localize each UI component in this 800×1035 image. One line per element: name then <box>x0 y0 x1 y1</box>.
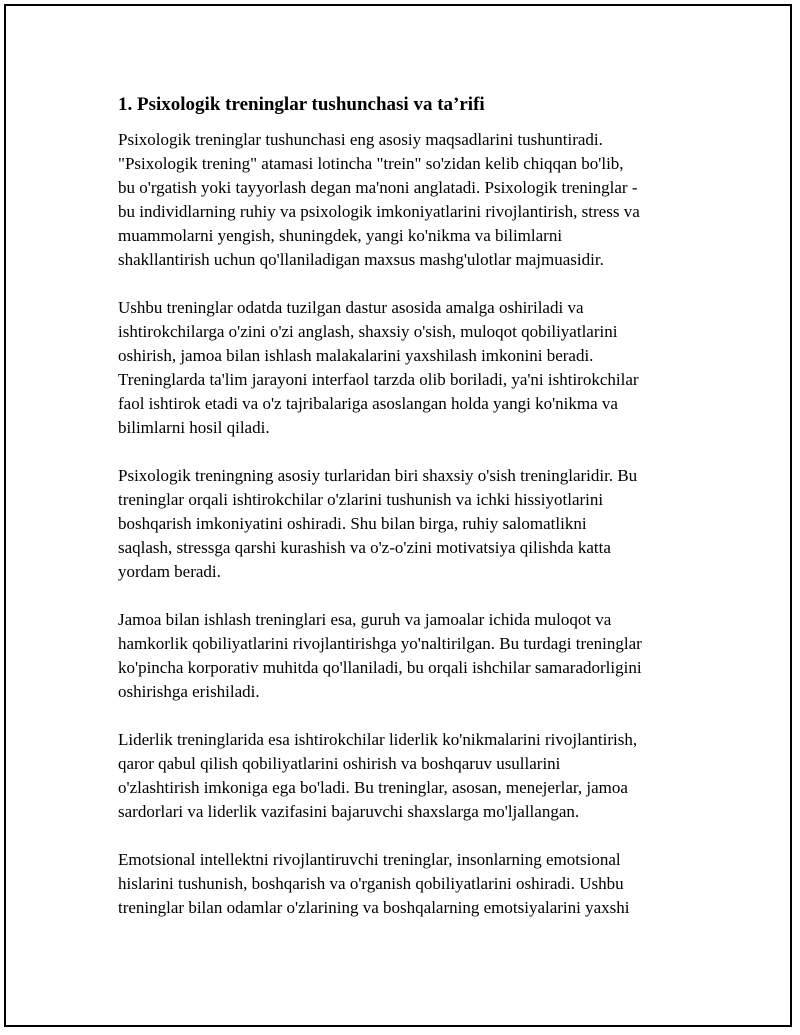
paragraph-6 <box>118 848 688 920</box>
paragraph-line: bilimlarni hosil qiladi. <box>118 418 270 437</box>
paragraph-line: treninglar orqali ishtirokchilar o'zlarini tushunish va ichki hissiyotlarini <box>118 490 604 509</box>
paragraph-line: hamkorlik qobiliyatlarini rivojlantirishga yo'naltirilgan. Bu turdagi treninglar <box>118 634 642 653</box>
paragraph-5 <box>118 728 688 824</box>
paragraph-line: Treninglarda ta'lim jarayoni interfaol tarzda olib boriladi, ya'ni ishtirokchilar <box>118 370 639 389</box>
paragraph-line: saqlash, stressga qarshi kurashish va o'z-o'zini motivatsiya qilishda katta <box>118 538 611 557</box>
paragraph-4 <box>118 608 688 704</box>
paragraph-line: ishtirokchilarga o'zini o'zi anglash, shaxsiy o'sish, muloqot qobiliyatlarini <box>118 322 618 341</box>
paragraph-line: Psixologik treninglar tushunchasi eng asosiy maqsadlarini tushuntiradi. <box>118 130 603 149</box>
paragraph-line: sardorlari va liderlik vazifasini bajaruvchi shaxslarga mo'ljallangan. <box>118 802 580 821</box>
paragraph-line: Jamoa bilan ishlash treninglari esa, guruh va jamoalar ichida muloqot va <box>118 610 612 629</box>
paragraph-line: Psixologik treningning asosiy turlaridan biri shaxsiy o'sish treninglaridir. Bu <box>118 466 638 485</box>
paragraph-line: "Psixologik trening" atamasi lotincha "trein" so'zidan kelib chiqqan bo'lib, <box>118 154 624 173</box>
paragraph-line: oshirishga erishiladi. <box>118 682 260 701</box>
paragraph-line: o'zlashtirish imkoniga ega bo'ladi. Bu treninglar, asosan, menejerlar, jamoa <box>118 778 628 797</box>
paragraph-line: bu o'rgatish yoki tayyorlash degan ma'noni anglatadi. Psixologik treninglar - <box>118 178 638 197</box>
paragraph-2 <box>118 296 688 440</box>
paragraph-line: faol ishtirok etadi va o'z tajribalariga asoslangan holda yangi ko'nikma va <box>118 394 618 413</box>
paragraph-line: boshqarish imkoniyatini oshiradi. Shu bilan birga, ruhiy salomatlikni <box>118 514 587 533</box>
paragraph-line: bu individlarning ruhiy va psixologik imkoniyatlarini rivojlantirish, stress va <box>118 202 640 221</box>
document-body <box>118 92 688 944</box>
paragraph-3 <box>118 464 688 584</box>
section-heading: 1. Psixologik treninglar tushunchasi va ta’rifi <box>118 94 485 115</box>
paragraph-line: Emotsional intellektni rivojlantiruvchi treninglar, insonlarning emotsional <box>118 850 621 869</box>
paragraph-line: qaror qabul qilish qobiliyatlarini oshirish va boshqaruv usullarini <box>118 754 561 773</box>
paragraph-line: Liderlik treninglarida esa ishtirokchilar liderlik ko'nikmalarini rivojlantirish, <box>118 730 638 749</box>
paragraph-line: Ushbu treninglar odatda tuzilgan dastur asosida amalga oshiriladi va <box>118 298 584 317</box>
paragraph-line: oshirish, jamoa bilan ishlash malakalarini yaxshilash imkonini beradi. <box>118 346 594 365</box>
paragraph-line: ko'pincha korporativ muhitda qo'llaniladi, bu orqali ishchilar samaradorligini <box>118 658 642 677</box>
paragraph-line: shakllantirish uchun qo'llaniladigan maxsus mashg'ulotlar majmuasidir. <box>118 250 604 269</box>
paragraph-line: treninglar bilan odamlar o'zlarining va boshqalarning emotsiyalarini yaxshi <box>118 898 630 917</box>
paragraph-line: muammolarni yengish, shuningdek, yangi ko'nikma va bilimlarni <box>118 226 563 245</box>
paragraph-line: yordam beradi. <box>118 562 221 581</box>
paragraph-line: hislarini tushunish, boshqarish va o'rganish qobiliyatlarini oshiradi. Ushbu <box>118 874 624 893</box>
paragraph-1 <box>118 128 688 272</box>
